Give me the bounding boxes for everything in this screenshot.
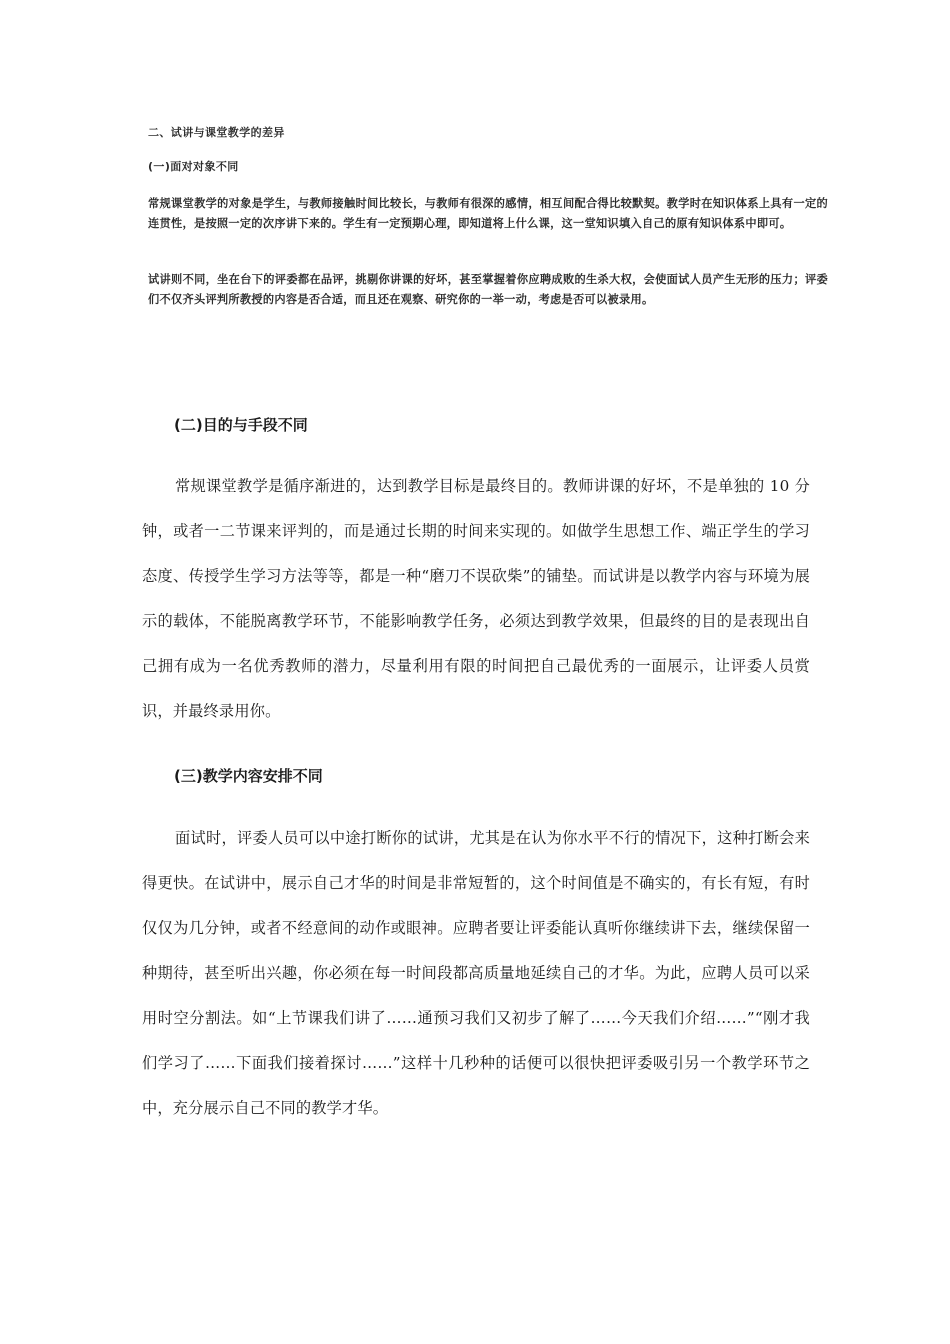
scanned-image-excerpt [148, 118, 828, 344]
scan-heading-main: 二、试讲与课堂教学的差异 [148, 126, 285, 139]
section-heading-purpose: (二)目的与手段不同 [174, 416, 308, 434]
scan-heading-sub: (一)面对对象不同 [148, 160, 239, 173]
scan-paragraph-2: 试讲则不同，坐在台下的评委都在品评，挑剔你讲课的好坏，甚至掌握着你应聘成败的生杀大权，会使面试人员产生无形的压力；评委们不仅齐头评判所教授的内容是否合适，而且还在观察、研究你的一举一动，考虑是否可以被录用。 [148, 273, 828, 306]
section-body-purpose: 常规课堂教学是循序渐进的，达到教学目标是最终目的。教师讲课的好坏，不是单独的 10 分钟，或者一二节课来评判的，而是通过长期的时间来实现的。如做学生思想工作、端正学生的学习态度、传授学生学习方法等等，都是一种“磨刀不误砍柴”的铺垫。而试讲是以教学内容与环境为展示的载体，不能脱离教学环节，不能影响教学任务，必须达到教学效果，但最终的目的是表现出自己拥有成为一名优秀教师的潜力，尽量利用有限的时间把自己最优秀的一面展示，让评委人员赏识，并最终录用你。 [142, 477, 810, 720]
scan-paragraph-1: 常规课堂教学的对象是学生，与教师接触时间比较长，与教师有很深的感情，相互间配合得比较默契。教学时在知识体系上具有一定的连贯性，是按照一定的次序讲下来的。学生有一定预期心理，即知道将上什么课，这一堂知识填入自己的原有知识体系中即可。 [148, 197, 828, 230]
section-heading-content: (三)教学内容安排不同 [174, 767, 323, 785]
section-body-content: 面试时，评委人员可以中途打断你的试讲，尤其是在认为你水平不行的情况下，这种打断会来得更快。在试讲中，展示自己才华的时间是非常短暂的，这个时间值是不确实的，有长有短，有时仅仅为几分钟，或者不经意间的动作或眼神。应聘者要让评委能认真听你继续讲下去，继续保留一种期待，甚至听出兴趣，你必须在每一时间段都高质量地延续自己的才华。为此，应聘人员可以采用时空分割法。如“上节课我们讲了……通预习我们又初步了解了……今天我们介绍……”“刚才我们学习了……下面我们接着探讨……”这样十几秒种的话便可以很快把评委吸引另一个教学环节之中，充分展示自己不同的教学才华。 [142, 829, 810, 1117]
